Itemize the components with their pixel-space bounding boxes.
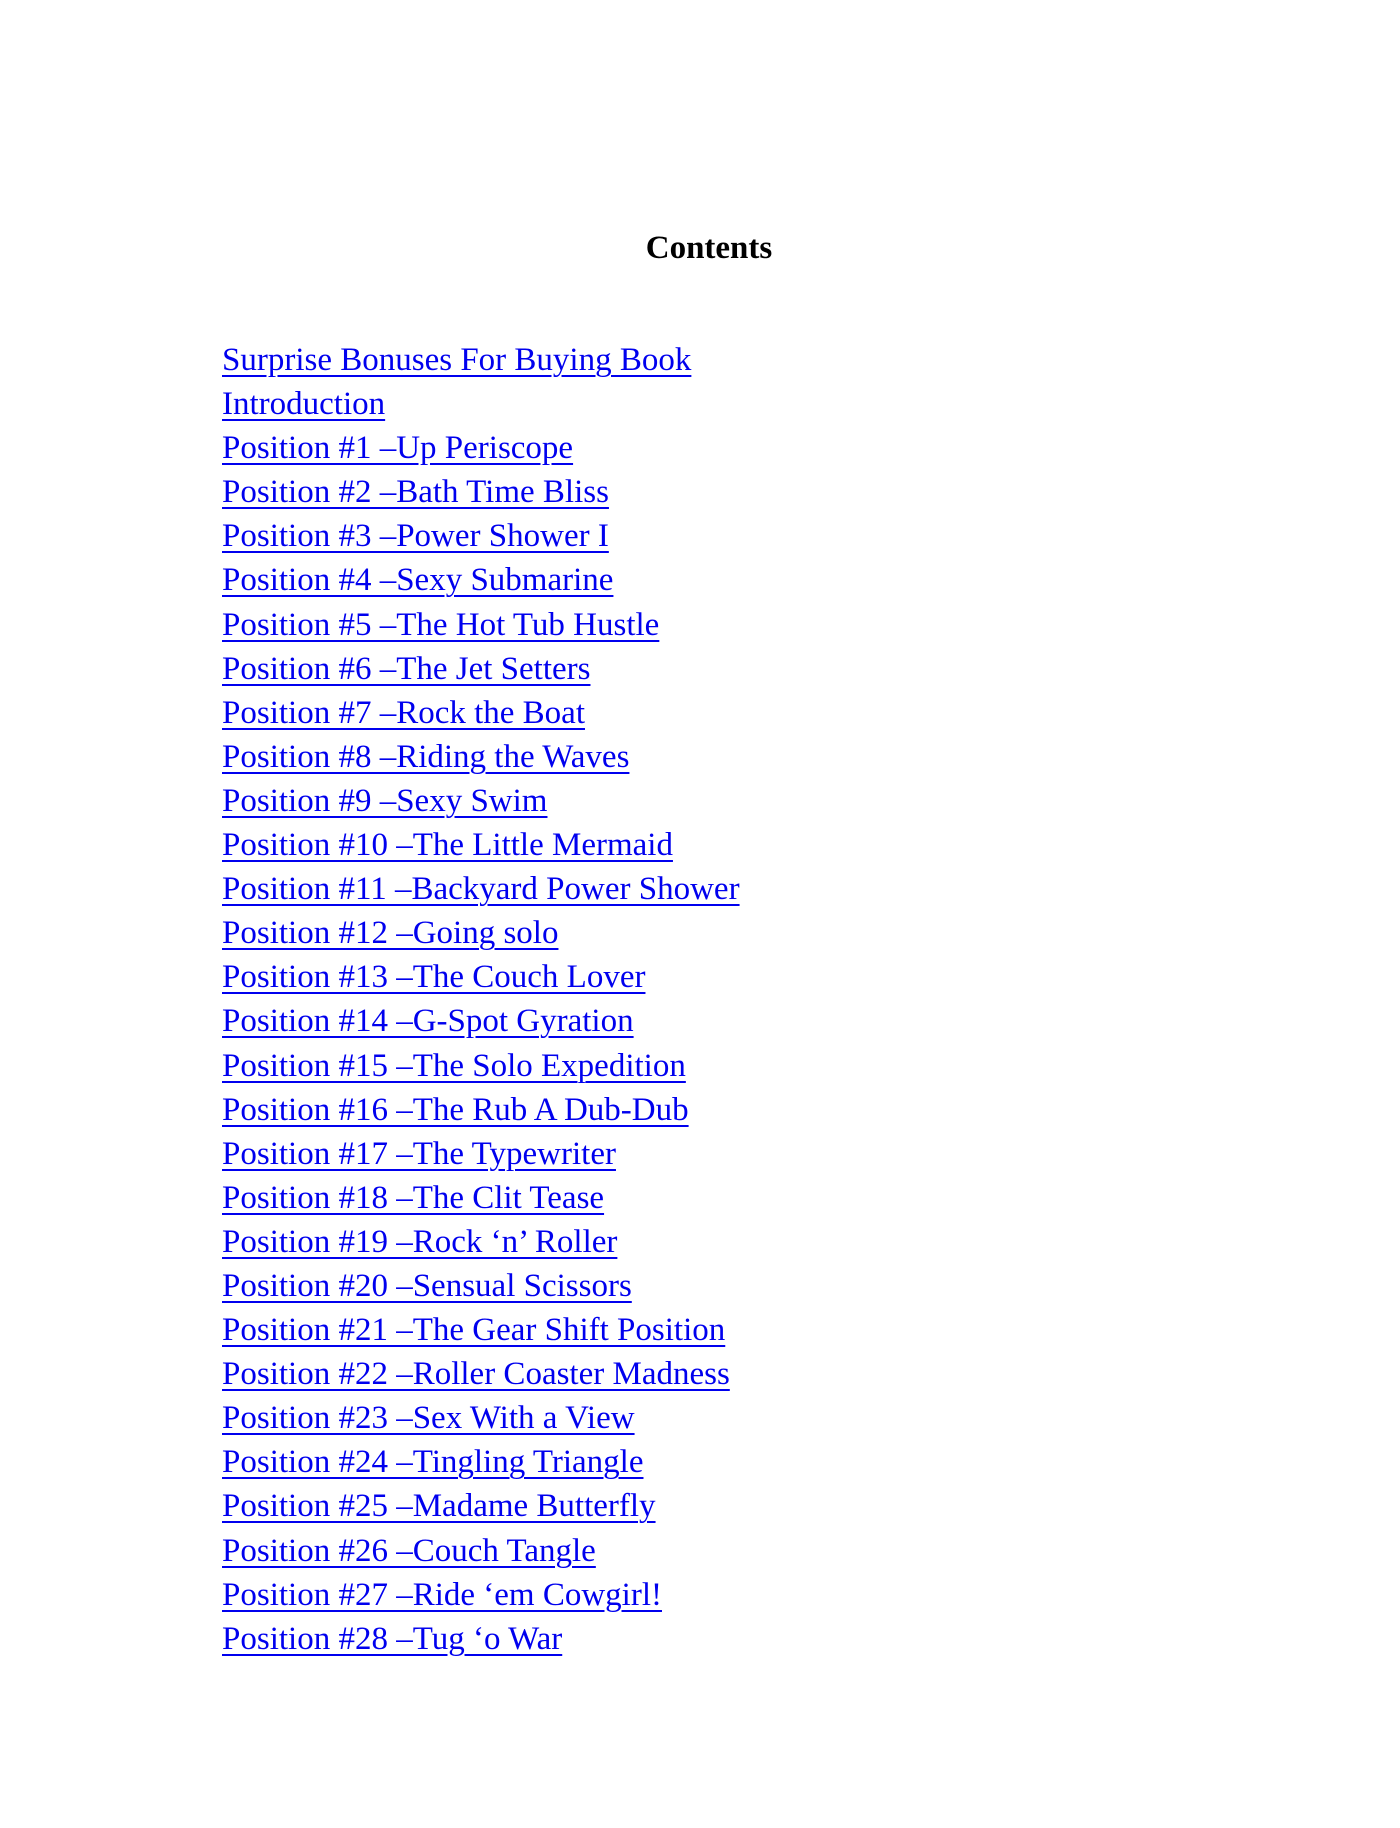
toc-link[interactable]: Position #12 –Going solo <box>222 915 559 952</box>
toc-link[interactable]: Position #8 –Riding the Waves <box>222 738 630 775</box>
toc-link[interactable]: Position #24 –Tingling Triangle <box>222 1444 644 1481</box>
toc-entry <box>222 1573 740 1617</box>
toc-link[interactable]: Position #10 –The Little Mermaid <box>222 827 673 864</box>
toc-link[interactable]: Surprise Bonuses For Buying Book <box>222 342 692 378</box>
toc-entry <box>222 470 740 514</box>
toc-entry <box>222 603 740 647</box>
toc-entry <box>222 955 740 999</box>
toc-link[interactable]: Position #4 –Sexy Submarine <box>222 562 614 599</box>
toc-link[interactable]: Position #15 –The Solo Expedition <box>222 1047 686 1084</box>
toc-entry <box>222 823 740 867</box>
toc-link[interactable]: Position #26 –Couch Tangle <box>222 1532 596 1569</box>
toc-entry <box>222 735 740 779</box>
toc-entry <box>222 1088 740 1132</box>
toc-link[interactable]: Position #22 –Roller Coaster Madness <box>222 1356 730 1393</box>
toc-entry <box>222 1529 740 1573</box>
toc-link[interactable]: Position #13 –The Couch Lover <box>222 959 646 996</box>
toc-entry <box>222 1220 740 1264</box>
toc-entry <box>222 1484 740 1528</box>
toc-link[interactable]: Position #6 –The Jet Setters <box>222 650 591 687</box>
toc-entry <box>222 1132 740 1176</box>
table-of-contents <box>222 338 740 1661</box>
toc-entry <box>222 911 740 955</box>
toc-link[interactable]: Position #27 –Ride ‘em Cowgirl! <box>222 1576 662 1613</box>
toc-entry <box>222 382 740 426</box>
toc-entry <box>222 779 740 823</box>
toc-link[interactable]: Introduction <box>222 386 386 423</box>
toc-entry <box>222 867 740 911</box>
toc-link[interactable]: Position #9 –Sexy Swim <box>222 782 548 819</box>
toc-link[interactable]: Position #3 –Power Shower I <box>222 518 609 555</box>
toc-link[interactable]: Position #20 –Sensual Scissors <box>222 1267 632 1304</box>
toc-entry <box>222 691 740 735</box>
toc-entry <box>222 1308 740 1352</box>
toc-link[interactable]: Position #1 –Up Periscope <box>222 430 574 467</box>
toc-link[interactable]: Position #28 –Tug ‘o War <box>222 1620 563 1657</box>
toc-link[interactable]: Position #2 –Bath Time Bliss <box>222 474 609 511</box>
toc-link[interactable]: Position #5 –The Hot Tub Hustle <box>222 606 660 643</box>
toc-entry <box>222 1440 740 1484</box>
toc-link[interactable]: Position #21 –The Gear Shift Position <box>222 1312 726 1349</box>
toc-entry <box>222 1176 740 1220</box>
toc-entry <box>222 647 740 691</box>
toc-entry <box>222 1264 740 1308</box>
toc-entry <box>222 426 740 470</box>
toc-link[interactable]: Position #25 –Madame Butterfly <box>222 1488 656 1525</box>
toc-link[interactable]: Position #19 –Rock ‘n’ Roller <box>222 1223 618 1260</box>
toc-entry <box>222 514 740 558</box>
toc-entry <box>222 338 740 382</box>
toc-entry <box>222 1044 740 1088</box>
toc-link[interactable]: Position #11 –Backyard Power Shower <box>222 871 740 908</box>
toc-entry <box>222 558 740 602</box>
toc-link[interactable]: Position #18 –The Clit Tease <box>222 1179 605 1216</box>
toc-link[interactable]: Position #16 –The Rub A Dub-Dub <box>222 1091 689 1128</box>
page-title: Contents <box>645 230 773 266</box>
toc-link[interactable]: Position #14 –G-Spot Gyration <box>222 1003 634 1040</box>
toc-link[interactable]: Position #7 –Rock the Boat <box>222 694 585 731</box>
toc-entry <box>222 1617 740 1661</box>
toc-entry <box>222 1352 740 1396</box>
toc-entry <box>222 999 740 1043</box>
toc-entry <box>222 1396 740 1440</box>
toc-link[interactable]: Position #17 –The Typewriter <box>222 1135 616 1172</box>
toc-link[interactable]: Position #23 –Sex With a View <box>222 1400 635 1437</box>
